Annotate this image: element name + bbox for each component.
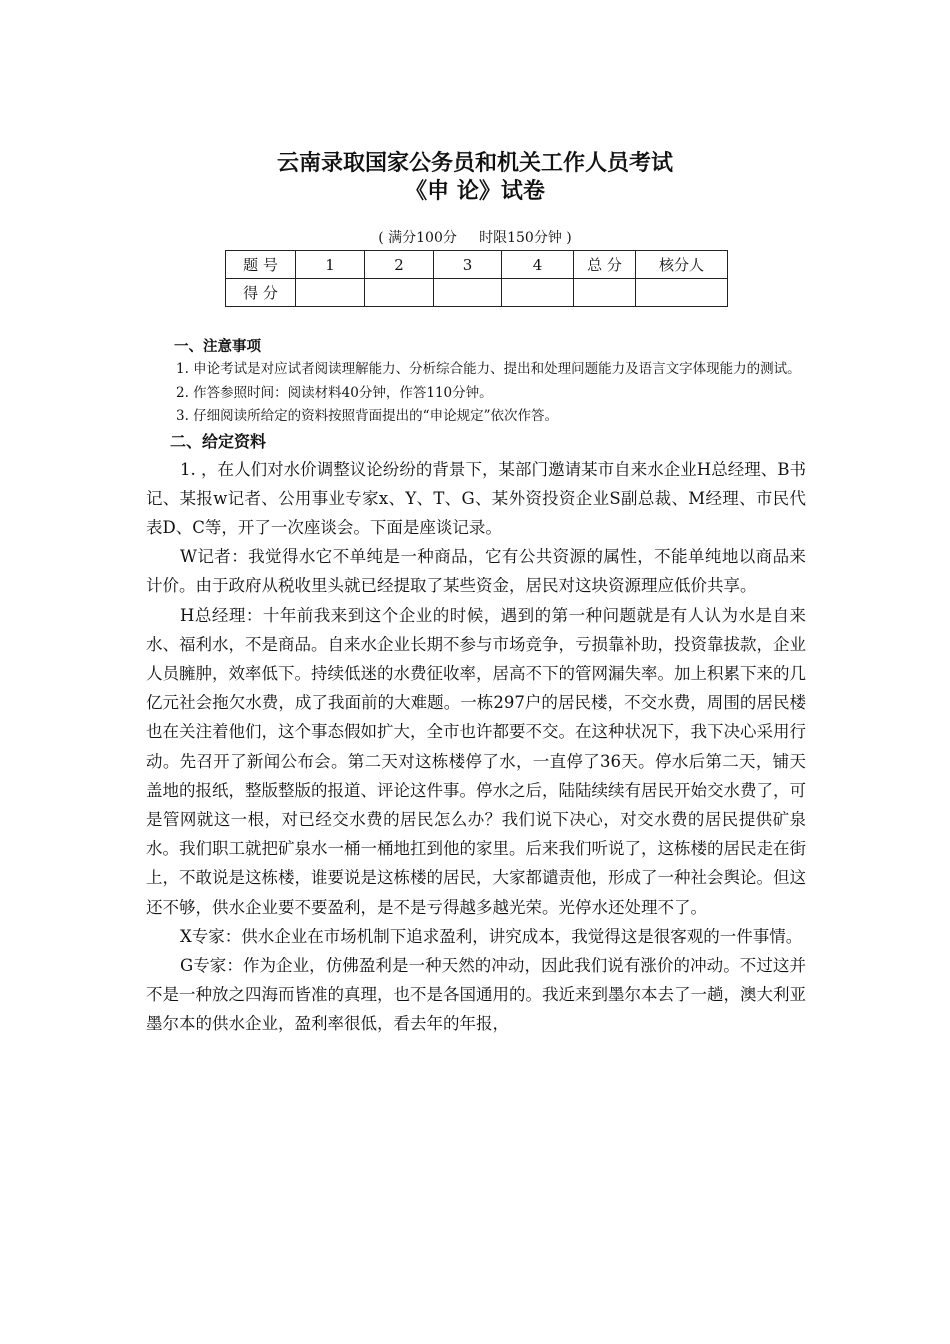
score-cell[interactable] [636, 279, 728, 307]
table-cell: 得 分 [226, 279, 296, 307]
material-paragraph: 1. ，在人们对水价调整议论纷纷的背景下，某部门邀请某市自来水企业H总经理、B书记、某报w记者、公用事业专家x、Y、T、G、某外资投资企业S副总裁、M经理、市民代表D、C等，开了一次座谈会。下面是座谈记录。 [146, 459, 806, 537]
score-cell[interactable] [434, 279, 502, 307]
score-cell[interactable] [296, 279, 365, 307]
material-paragraph: W记者：我觉得水它不单纯是一种商品，它有公共资源的属性，不能单纯地以商品来计价。由于政府从税收里头就已经提取了某些资金，居民对这块资源理应低价共享。 [146, 547, 806, 596]
table-cell: 核分人 [636, 251, 728, 279]
score-table [225, 250, 728, 307]
material-paragraph: G专家：作为企业，仿佛盈利是一种天然的冲动，因此我们说有涨价的冲动。不过这并不是一种放之四海而皆准的真理，也不是各国通用的。我近来到墨尔本去了一趟，澳大利亚墨尔本的供水企业，盈利率很低，看去年的年报， [146, 955, 806, 1034]
notes-heading: 一、注意事项 [174, 339, 261, 355]
note-item: 1. 申论考试是对应试者阅读理解能力、分析综合能力、提出和处理问题能力及语言文字体现能力的测试。 [176, 361, 801, 377]
table-cell: 题 号 [226, 251, 296, 279]
table-cell: 3 [434, 251, 502, 279]
score-cell[interactable] [502, 279, 574, 307]
table-cell: 4 [502, 251, 574, 279]
score-table-score-row [226, 279, 728, 307]
table-cell: 2 [365, 251, 434, 279]
material-paragraph: X专家：供水企业在市场机制下追求盈利，讲究成本，我觉得这是很客观的一件事情。 [180, 926, 803, 946]
score-cell[interactable] [574, 279, 636, 307]
materials-heading: 二、给定资料 [170, 431, 267, 451]
score-time-info: ( 满分100分 时限150分钟 ) [378, 230, 572, 246]
table-cell: 1 [296, 251, 365, 279]
exam-title: 云南录取国家公务员和机关工作人员考试 [276, 151, 673, 176]
score-table-header-row [226, 251, 728, 279]
note-item: 2. 作答参照时间：阅读材料40分钟，作答110分钟。 [176, 384, 493, 401]
material-paragraph: H总经理：十年前我来到这个企业的时候，遇到的第一种问题就是有人认为水是自来水、福利水，不是商品。自来水企业长期不参与市场竞争，亏损靠补助，投资靠拔款，企业人员臃肿，效率低下。持续低迷的水费征收率，居高不下的管网漏失率。加上积累下来的几亿元社会拖欠水费，成了我面前的大难题。一栋297户的居民楼，不交水费，周围的居民楼也在关注着他们，这个事态假如扩大，全市也许都要不交。在这种状况下，我下决心采用行动。先召开了新闻公布会。第二天对这栋楼停了水，一直停了36天。停水后第二天，铺天盖地的报纸，整版整版的报道、评论这件事。停水之后，陆陆续续有居民开始交水费了，可是管网就这一根，对已经交水费的居民怎么办？我们说下决心，对交水费的居民提供矿泉水。我们职工就把矿泉水一桶一桶地扛到他的家里。后来我们听说了，这栋楼的居民走在街上，不敢说是这栋楼，谁要说是这栋楼的居民，大家都谴责他，形成了一种社会舆论。但这还不够，供水企业要不要盈利，是不是亏得越多越光荣。光停水还处理不了。 [146, 605, 806, 917]
exam-subtitle: 《申 论》试卷 [405, 179, 545, 204]
table-cell: 总 分 [574, 251, 636, 279]
note-item: 3. 仔细阅读所给定的资料按照背面提出的“申论规定”依次作答。 [176, 408, 558, 424]
score-cell[interactable] [365, 279, 434, 307]
exam-content [146, 336, 806, 1039]
